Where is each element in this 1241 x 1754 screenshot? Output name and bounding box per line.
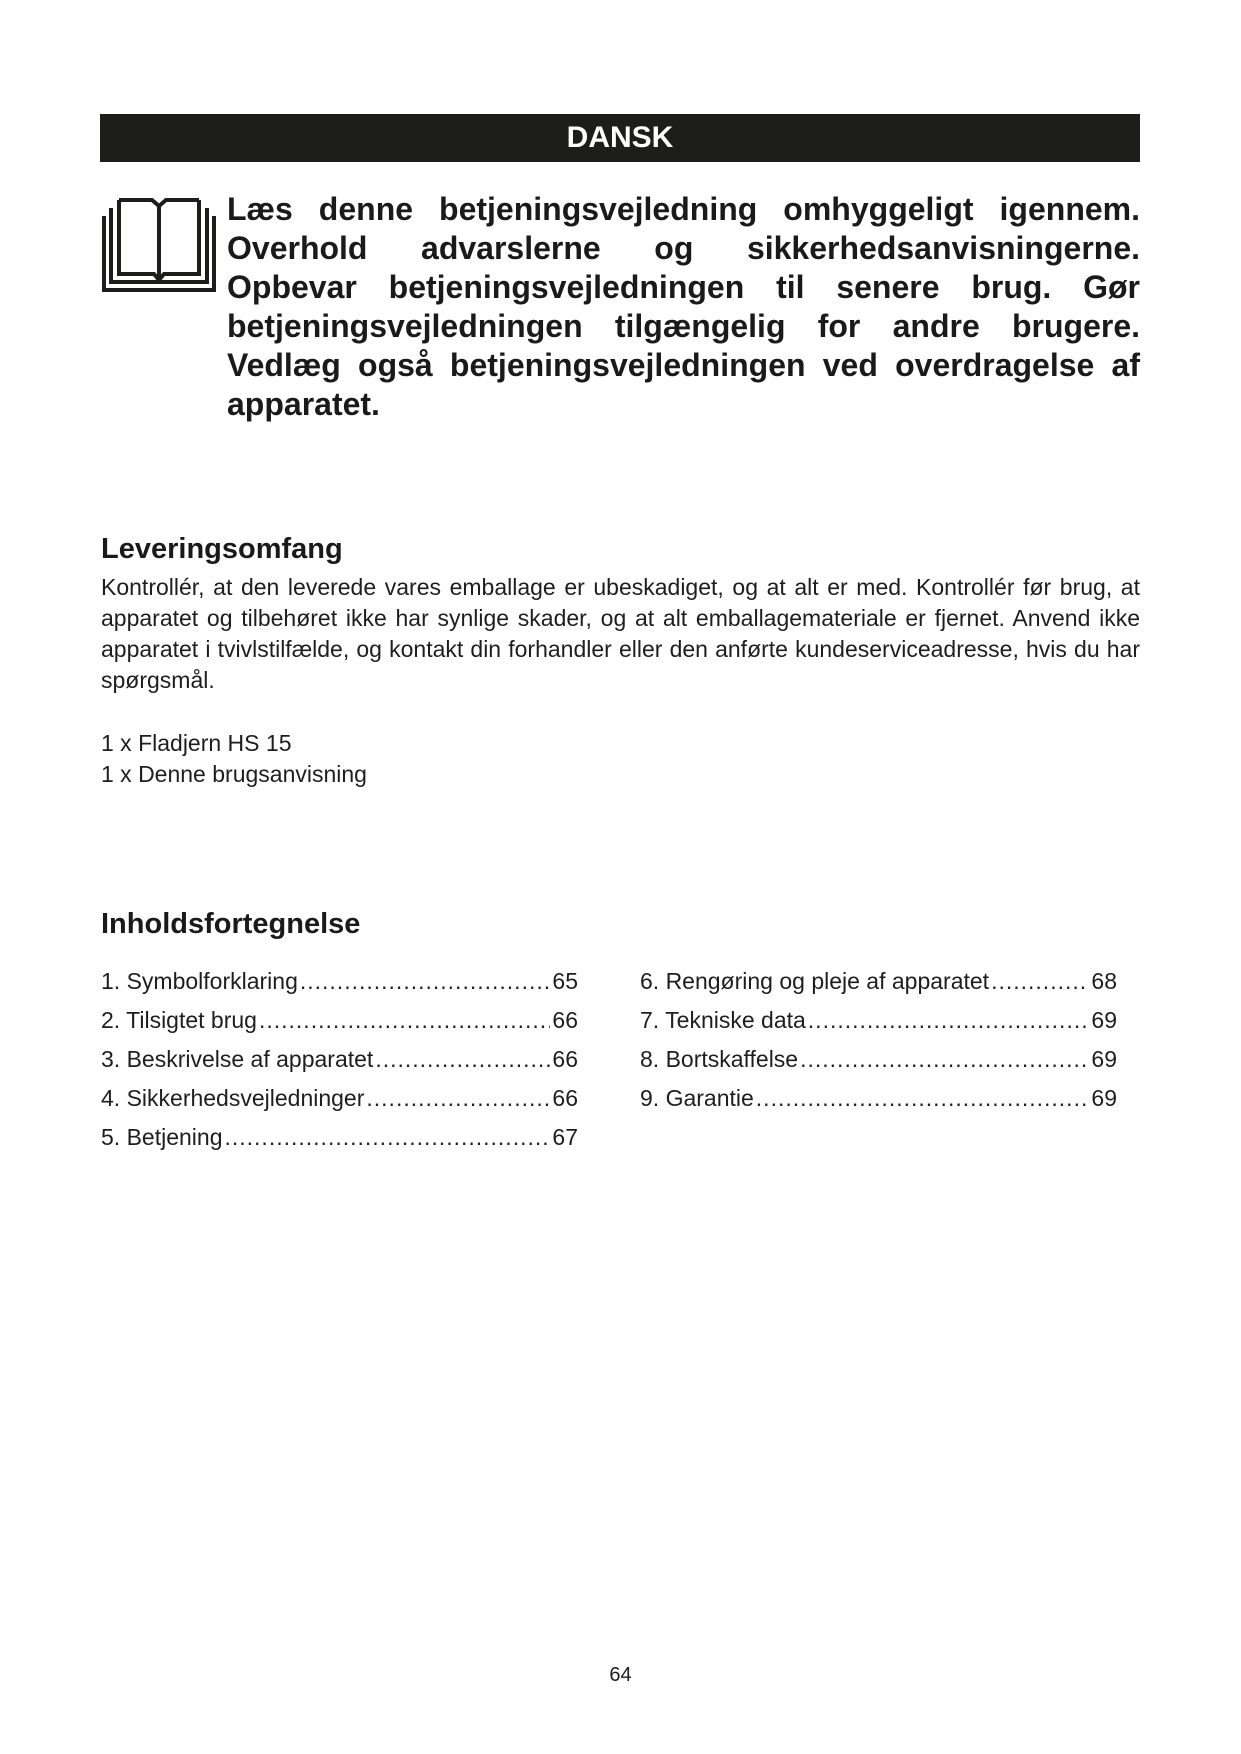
toc-dot-leader [808, 1001, 1090, 1040]
toc-entry-label: 3. Beskrivelse af apparatet [101, 1046, 374, 1072]
delivery-description: Kontrollér, at den leverede vares emballage er ubeskadiget, og at alt er med. Kontrollér før brug, at apparatet og tilbehøret ikke har synlige skader, og at alt emballagemateriale er fjernet. Anvend ikke apparatet i tvivlstilfælde, og kontakt din forhandler eller den anførte kundeserviceadresse, hvis du har spørgsmål. [101, 574, 1140, 693]
toc-entry[interactable] [101, 1040, 578, 1079]
toc-entry[interactable] [640, 1001, 1117, 1040]
toc-entry-page: 69 [1091, 1046, 1117, 1072]
toc-entry-page: 67 [552, 1124, 578, 1150]
toc-entry-page: 66 [552, 1085, 578, 1111]
toc-dot-leader [259, 1001, 550, 1040]
delivery-item: 1 x Denne brugsanvisning [101, 761, 367, 787]
toc-entry-page: 69 [1091, 1007, 1117, 1033]
toc-entry-page: 66 [552, 1046, 578, 1072]
toc-entry-label: 4. Sikkerhedsvejledninger [101, 1085, 365, 1111]
toc-entry[interactable] [640, 1079, 1117, 1118]
toc-entry-page: 65 [552, 968, 578, 994]
toc-dot-leader [800, 1040, 1089, 1079]
toc-entry-label: 2. Tilsigtet brug [101, 1007, 257, 1033]
toc-entry-page: 68 [1091, 968, 1117, 994]
toc-entry[interactable] [101, 1001, 578, 1040]
delivery-section-title: Leveringsomfang [101, 533, 343, 565]
toc-dot-leader [756, 1079, 1090, 1118]
toc-entry-page: 69 [1091, 1085, 1117, 1111]
toc-entry[interactable] [101, 962, 578, 1001]
toc-dot-leader [224, 1118, 550, 1157]
open-book-icon [100, 194, 218, 296]
language-header: DANSK [100, 114, 1140, 162]
toc-entry-label: 6. Rengøring og pleje af apparatet [640, 968, 990, 994]
toc-dot-leader [366, 1079, 550, 1118]
toc-dot-leader [991, 962, 1089, 1001]
delivery-item: 1 x Fladjern HS 15 [101, 730, 292, 756]
toc-entry-label: 8. Bortskaffelse [640, 1046, 799, 1072]
toc-entry-label: 1. Symbolforklaring [101, 968, 298, 994]
toc-entry[interactable] [101, 1118, 578, 1157]
toc-dot-leader [300, 962, 551, 1001]
toc-entry-label: 9. Garantie [640, 1085, 754, 1111]
toc-entry-page: 66 [552, 1007, 578, 1033]
toc-dot-leader [375, 1040, 550, 1079]
toc-entry-label: 5. Betjening [101, 1124, 223, 1150]
toc-section-title: Inholdsfortegnelse [101, 908, 361, 940]
toc-entry[interactable] [101, 1079, 578, 1118]
page-number: 64 [609, 1664, 632, 1686]
toc-entry[interactable] [640, 1040, 1117, 1079]
toc-entry[interactable] [640, 962, 1117, 1001]
toc-entry-label: 7. Tekniske data [640, 1007, 806, 1033]
toc-column-right [640, 962, 1117, 1118]
delivery-list [101, 728, 801, 790]
intro-warning-text: Læs denne betjeningsvejledning omhyggeligt igennem. Overhold advarslerne og sikkerhedsanvisningerne. Opbevar betjeningsvejledningen til senere brug. Gør betjeningsvejledningen tilgængelig for andre brugere. Vedlæg også betjeningsvejledningen ved overdragelse af apparatet. [227, 191, 1140, 422]
toc-column-left [101, 962, 578, 1157]
